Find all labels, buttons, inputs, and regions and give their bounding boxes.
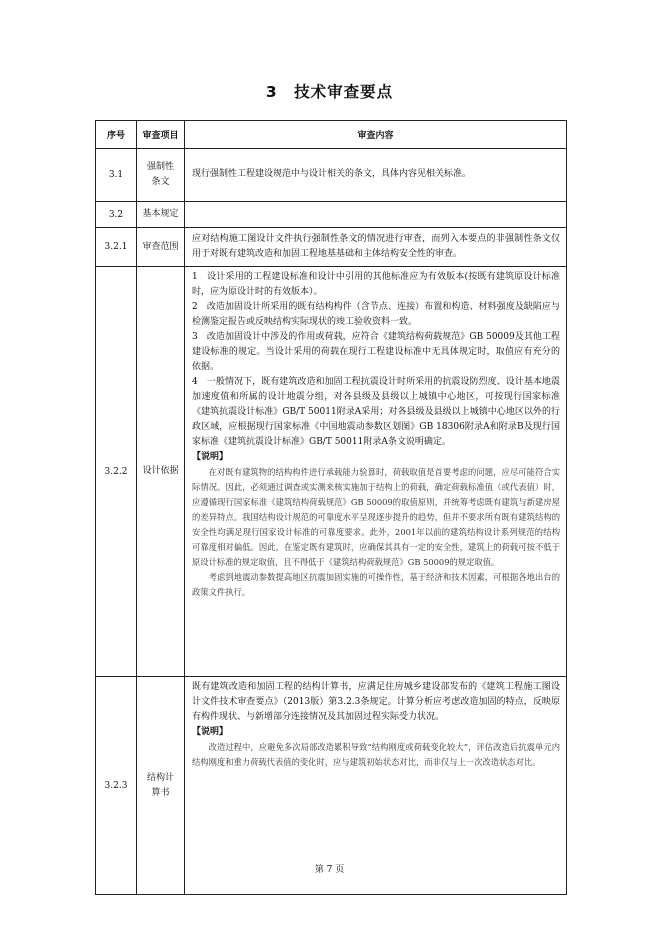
row-content xyxy=(185,202,567,228)
clause-1: 既有建筑改造和加固工程的结构计算书，应满足住房城乡建设部发布的《建筑工程施工图设计文件技术审查要点》（2013版）第3.2.3条规定。计算分析应考虑改造加固的特点，反映原有构件现状、与新增部分连接情况及其加固过程实际受力状况。 xyxy=(192,682,560,722)
clause-4: 4 一般情况下，既有建筑改造和加固工程抗震设计时所采用的抗震设防烈度、设计基本地震加速度值和所属的设计地震分组，对各县级及县级以上城镇中心地区，可按现行国家标准《建筑抗震设计标准》GB/T 50011附录A采用；对各县级及县级以上城镇中心地区以外的行政区域，应根据现行国家标准《中国地震动参数区划图》GB 18306附录A和附录B及现行国家标准《建筑抗震设计标准》GB/T 50011附录A条文说明确定。 xyxy=(192,377,560,447)
row-content xyxy=(185,267,567,677)
note-paragraph: 改造过程中，应避免多次局部改造累积导致“结构刚度或荷载变化较大”，评估改造后抗震单元内结构刚度和重力荷载代表值的变化时，应与建筑初始状态对比，而非仅与上一次改造状态对比。 xyxy=(192,742,560,767)
clause-2: 2 改造加固设计所采用的既有结构构件（含节点、连接）布置和构造、材料强度及缺陷应与检测鉴定报告或反映结构实际现状的竣工验收资料一致。 xyxy=(192,302,560,327)
row-item-line: 强制性 xyxy=(146,162,174,172)
row-number: 3.2.1 xyxy=(96,228,137,267)
row-number: 3.2.3 xyxy=(96,677,137,895)
note-label: 【说明】 xyxy=(192,452,229,462)
note-label: 【说明】 xyxy=(192,727,229,737)
page-number: 第 7 页 xyxy=(314,865,345,875)
page-title: 3 技术审查要点 xyxy=(265,83,394,101)
row-item-line: 算书 xyxy=(151,787,170,798)
clause-1: 1 设计采用的工程建设标准和设计中引用的其他标准应为有效版本(按既有建筑原设计标准时，应为原设计时的有效版本）。 xyxy=(192,272,560,297)
header-item: 审查项目 xyxy=(137,121,185,149)
row-item xyxy=(137,149,185,202)
review-table xyxy=(95,120,567,895)
row-number: 3.1 xyxy=(96,149,137,202)
table-row xyxy=(96,228,567,267)
header-no: 序号 xyxy=(96,121,137,149)
header-content: 审查内容 xyxy=(185,121,567,149)
row-number: 3.2.2 xyxy=(96,267,137,677)
clause-3: 3 改造加固设计中涉及的作用或荷载，应符合《建筑结构荷载规范》GB 50009及其他工程建设标准的规定。当设计采用的荷载在现行工程建设标准中无具体规定时，取值应有充分的依据。 xyxy=(192,332,560,372)
table-row xyxy=(96,267,567,677)
row-item: 审查范围 xyxy=(137,228,185,267)
table-row xyxy=(96,202,567,228)
row-item-line: 结构计 xyxy=(146,772,174,783)
row-item: 设计依据 xyxy=(137,267,185,677)
row-content: 现行强制性工程建设规范中与设计相关的条文，具体内容见相关标准。 xyxy=(185,149,567,202)
row-item-line: 条文 xyxy=(151,177,170,187)
row-item: 基本规定 xyxy=(137,202,185,228)
note-paragraph: 在对既有建筑物的结构构件进行承载能力验算时，荷载取值是首要考虑的问题，应尽可能符合实际情况。因此，必须通过调查或实测来核实施加于结构上的荷载，确定荷载标准值（或代表值）时，应遵循现行国家标准《建筑结构荷载规范》GB 50009的取值原则，并统筹考虑既有建筑与新建房屋的差异特点。我国结构设计规范的可靠度水平呈现逐步提升的趋势，但并不要求所有既有建筑结构的安全性均满足现行国家设计标准的可靠度要求。此外，2001年以前的建筑结构设计系列规范的结构可靠度相对偏低。因此，在鉴定既有建筑时，应确保其具有一定的安全性，建筑上的荷载可按不低于原设计标准的规定取值，且不得低于《建筑结构荷载规范》GB 50009的规定取值。 xyxy=(192,467,560,567)
row-content: 应对结构施工图设计文件执行强制性条文的情况进行审查，而列入本要点的非强制性条文仅用于对既有建筑改造和加固工程地基基础和主体结构安全性的审查。 xyxy=(185,228,567,267)
note-paragraph: 考虑到地震动参数提高地区抗震加固实施的可操作性，基于经济和技术因素，可根据各地出台的政策文件执行。 xyxy=(192,572,560,597)
row-number: 3.2 xyxy=(96,202,137,228)
table-header-row xyxy=(96,121,567,149)
table-row xyxy=(96,149,567,202)
